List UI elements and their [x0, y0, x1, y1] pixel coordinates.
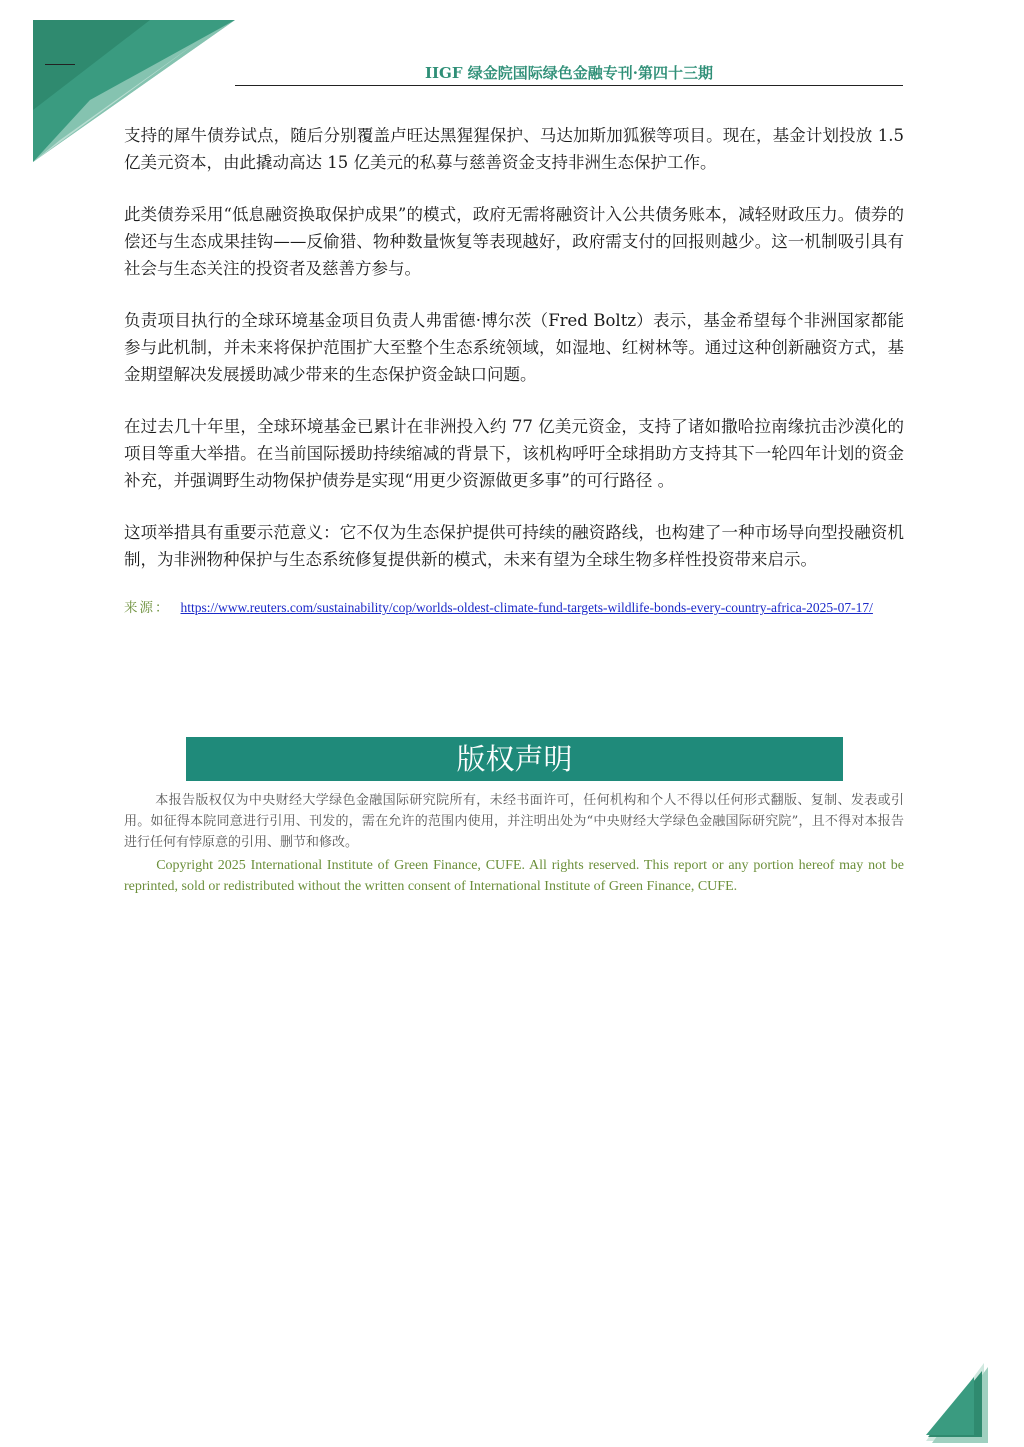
paragraph-1: 支持的犀牛债券试点，随后分别覆盖卢旺达黑猩猩保护、马达加斯加狐猴等项目。现在，基金计划投放 1.5 亿美元资本，由此撬动高达 15 亿美元的私募与慈善资金支持非洲生态保护工作。 [124, 126, 904, 172]
header-tick-mark [45, 64, 75, 65]
header-rule [235, 85, 903, 86]
corner-decoration-bottom-right [924, 1357, 1024, 1447]
page-header-title: IIGF 绿金院国际绿色金融专刊·第四十三期 [425, 64, 713, 82]
article-body [124, 122, 904, 618]
copyright-notice [124, 790, 904, 897]
copyright-notice-en: Copyright 2025 International Institute of Green Finance, CUFE. All rights reserved. This report or any portion hereof may not be reprinted, sold or redistributed without the written consent of International Institute of Green Finance, CUFE. [124, 858, 904, 894]
copyright-heading-banner: 版权声明 [186, 737, 843, 781]
paragraph-2: 此类债券采用“低息融资换取保护成果”的模式，政府无需将融资计入公共债务账本，减轻财政压力。债券的偿还与生态成果挂钩——反偷猎、物种数量恢复等表现越好，政府需支付的回报则越少。这一机制吸引具有社会与生态关注的投资者及慈善方参与。 [124, 205, 904, 278]
paragraph-3: 负责项目执行的全球环境基金项目负责人弗雷德·博尔茨（Fred Boltz）表示，基金希望每个非洲国家都能参与此机制，并未来将保护范围扩大至整个生态系统领域，如湿地、红树林等。通过这种创新融资方式，基金期望解决发展援助减少带来的生态保护资金缺口问题。 [124, 311, 904, 384]
source-label: 来源： [124, 600, 171, 615]
source-link[interactable]: https://www.reuters.com/sustainability/cop/worlds-oldest-climate-fund-targets-wildlife-bonds-every-country-africa-2025-07-17/ [180, 600, 873, 615]
paragraph-5: 这项举措具有重要示范意义：它不仅为生态保护提供可持续的融资路线，也构建了一种市场导向型投融资机制，为非洲物种保护与生态系统修复提供新的模式，未来有望为全球生物多样性投资带来启示。 [124, 523, 904, 569]
paragraph-4: 在过去几十年里，全球环境基金已累计在非洲投入约 77 亿美元资金，支持了诸如撒哈拉南缘抗击沙漠化的项目等重大举措。在当前国际援助持续缩减的背景下，该机构呼吁全球捐助方支持其下一轮四年计划的资金补充，并强调野生动物保护债券是实现“用更少资源做更多事”的可行路径 。 [124, 417, 904, 490]
copyright-notice-cn: 本报告版权仅为中央财经大学绿色金融国际研究院所有，未经书面许可，任何机构和个人不得以任何形式翻版、复制、发表或引用。如征得本院同意进行引用、刊发的，需在允许的范围内使用，并注明出处为“中央财经大学绿色金融国际研究院”，且不得对本报告进行任何有悖原意的引用、删节和修改。 [124, 793, 904, 850]
source-line [124, 598, 904, 618]
